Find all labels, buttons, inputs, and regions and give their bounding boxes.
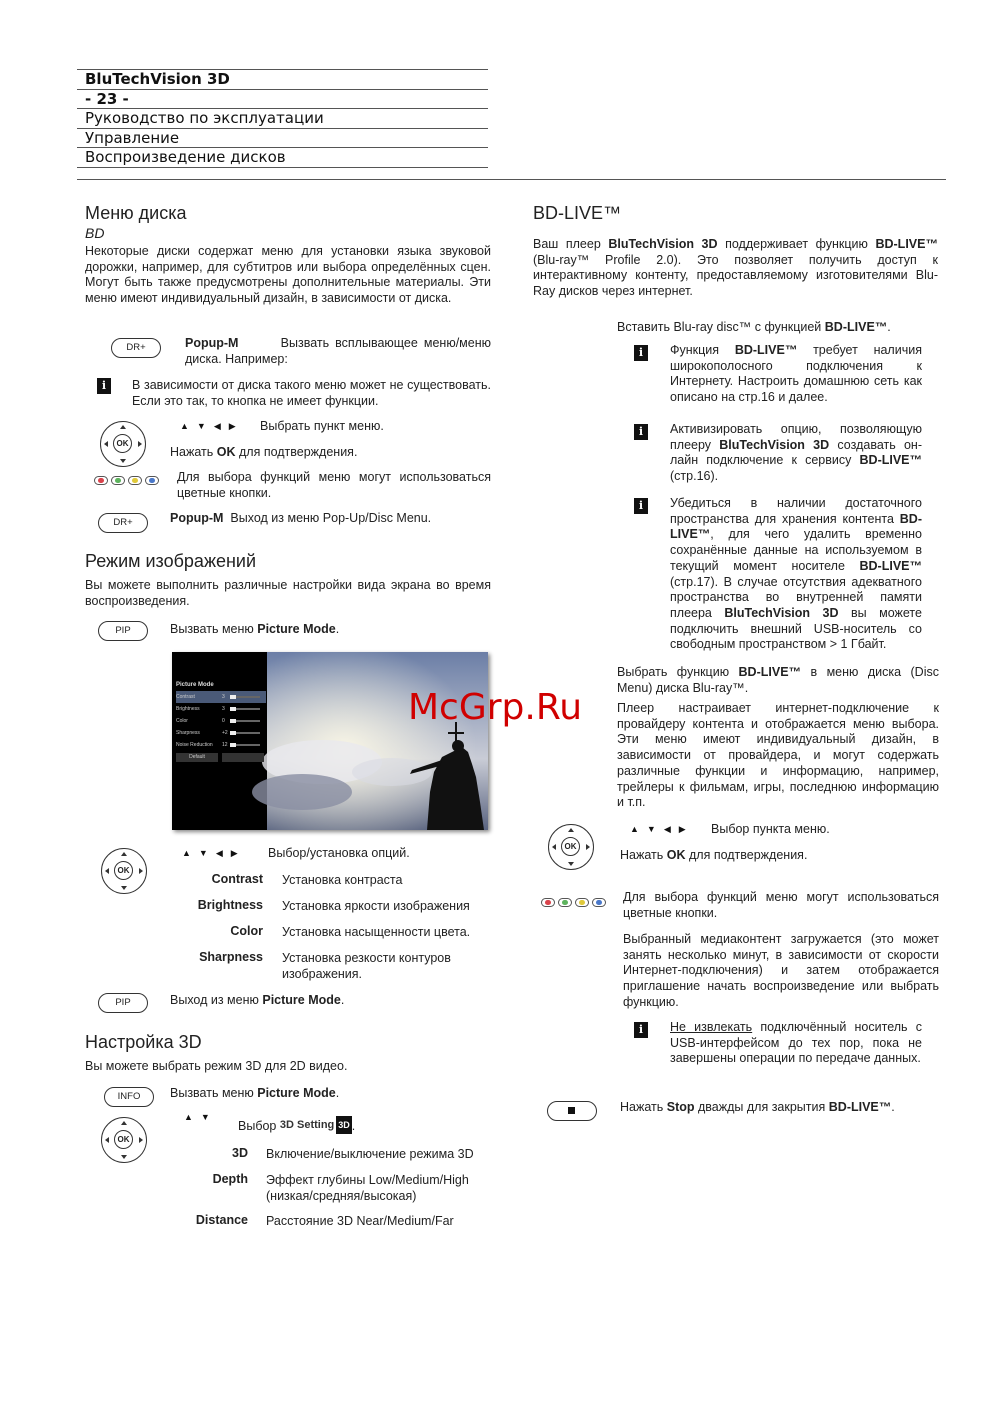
stop-button[interactable] (547, 1101, 597, 1121)
t: OK (666, 848, 686, 862)
info-icon: i (97, 378, 111, 394)
option-desc: Включение/выключение режима 3D (266, 1147, 474, 1161)
picture-mode-osd (176, 682, 266, 762)
t: . (891, 1100, 895, 1114)
osd-item-label: Contrast (176, 694, 195, 700)
bd-live-intro (533, 237, 938, 300)
badge-text: 3D Setting (279, 1119, 335, 1131)
picture-mode-exit: Выход из меню Picture Mode. (170, 993, 345, 1007)
t: BD-LIVE™ (828, 1100, 892, 1114)
ok-prefix: Нажать (170, 445, 214, 459)
info-icon: i (634, 424, 648, 440)
bd-live-color-text: Для выбора функций меню могут использоваться цветные кнопки. (623, 890, 939, 920)
t: Ваш плеер (533, 237, 601, 251)
option-term: Depth (212, 1172, 248, 1186)
bd-live-select-text: Выбор пункта меню. (711, 822, 830, 836)
setup-3d-title: Настройка 3D (85, 1032, 202, 1052)
t: Выбрать функцию (617, 665, 730, 679)
popup-exit-description (170, 510, 431, 526)
option-term: Contrast (211, 872, 263, 886)
osd-item[interactable] (176, 727, 266, 739)
setup-3d-call: Вызвать меню Picture Mode. (170, 1086, 340, 1100)
osd-default-button[interactable]: Default (176, 753, 218, 762)
osd-item-value: 12 (222, 742, 228, 748)
disc-select-text: Выбрать пункт меню. (260, 419, 384, 433)
t: Не извлекать (670, 1020, 753, 1034)
t: требует наличия широкополосного подключения к Интернету. Настроить домашнюю сеть как описано на стр.16 и далее. (670, 343, 922, 405)
option-desc: Эффект глубины Low/Medium/High (низкая/средняя/высокая) (266, 1173, 469, 1203)
option-desc: Установка резкости контуров изображения. (282, 951, 451, 981)
bd-live-note-2 (670, 422, 922, 485)
t: BluTechVision 3D (608, 237, 718, 251)
osd-item[interactable] (176, 715, 266, 727)
ok-navigation-icon[interactable]: OK (100, 421, 146, 467)
popup-exit-text: Выход из меню Pop-Up/Disc Menu. (230, 511, 432, 525)
t: Stop (666, 1100, 695, 1114)
setup-3d-intro: Вы можете выбрать режим 3D для 2D видео. (85, 1059, 348, 1073)
3d-setting-badge (280, 1116, 352, 1134)
option-desc: Установка яркости изображения (282, 899, 470, 913)
page-number: - 23 - (77, 90, 488, 110)
picture-mode-title: Режим изображений (85, 551, 257, 571)
color-buttons-icon[interactable] (94, 472, 162, 482)
color-buttons-icon[interactable] (541, 894, 609, 904)
disc-color-text: Для выбора функций меню могут использоваться цветные кнопки. (177, 470, 491, 500)
osd-item-label: Color (176, 718, 188, 724)
3d-icon: 3D (336, 1116, 352, 1134)
option-term: Sharpness (199, 950, 263, 964)
option-term: Color (230, 924, 263, 938)
ok-word: OK (216, 445, 236, 459)
disc-info-note: В зависимости от диска такого меню может не существовать. Если это так, то кнопка не имеет функции. (132, 378, 491, 408)
t: BD-LIVE™ (670, 511, 922, 542)
ok-navigation-icon[interactable]: OK (548, 824, 594, 870)
bd-live-title: BD-LIVE™ (533, 203, 622, 223)
subsection-title: Воспроизведение дисков (77, 148, 488, 168)
picture-mode-call: Вызвать меню Picture Mode. (170, 622, 340, 636)
osd-blank-button[interactable] (222, 753, 264, 762)
disc-menu-intro: Некоторые диски содержат меню для установки языка звуковой дорожки, например, для субтитров или выбора определённых сцен. Могут быть также предусмотрены дополнительные материалы. Эти меню имеют индивидуальный дизайн, в зависимости от диска. (85, 244, 491, 306)
t: BD-LIVE™ (734, 343, 798, 357)
bd-live-stop-text (620, 1099, 895, 1115)
t: Убедиться в наличии достаточного пространства для хранения контента (670, 496, 922, 526)
t: создавать он-лайн подключение к сервису (670, 437, 922, 468)
osd-item-label: Sharpness (176, 730, 200, 736)
t: BD-LIVE™ (824, 320, 888, 334)
document-header (77, 69, 488, 168)
setup-3d-select: Выбор 3D Setting 3D . (238, 1116, 355, 1134)
arrow-keys-icon: ▲▼◀▶ (180, 421, 244, 431)
bd-live-note-1 (670, 343, 922, 406)
ok-navigation-icon[interactable]: OK (101, 1117, 147, 1163)
t: . (887, 320, 891, 334)
pip-button[interactable]: PIP (98, 621, 148, 641)
t: Функция (670, 343, 720, 357)
bd-live-ok-text (620, 847, 807, 863)
option-term: Distance (195, 1213, 248, 1227)
picture-mode-screenshot (172, 652, 488, 830)
t: BD-LIVE™ (859, 558, 922, 573)
bd-live-choose (617, 665, 939, 696)
t: в меню диска (Disc Menu) диска Blu-ray™. (617, 665, 939, 695)
t: (стр.17). В случае отсутствия адекватного пространства во внутренней памяти плеера (670, 574, 922, 620)
bd-live-player-text: Плеер настраивает интернет-подключение к провайдеру контента и отображается меню выбора. Эти меню имеют индивидуальный дизайн, в зависимости от провайдера, и могут содержать различные функции и информацию, например, трейлеры к фильмам, игры, последнюю информацию и т.п. (617, 701, 939, 810)
call-bold: Picture Mode (257, 1086, 336, 1100)
option-desc: Установка контраста (282, 873, 403, 887)
t: BD-LIVE™ (875, 237, 938, 251)
ok-navigation-icon[interactable]: OK (101, 848, 147, 894)
osd-item-value: +2 (222, 730, 228, 736)
osd-item-label: Brightness (176, 706, 200, 712)
t: , для чего удалить временно сохранённые данные на используемом в текущий момент носителе (670, 527, 922, 573)
arrow-keys-icon: ▲▼◀▶ (182, 848, 246, 858)
osd-item[interactable] (176, 739, 266, 751)
ok-suffix: для подтверждения. (238, 445, 358, 459)
popup-description (185, 335, 491, 367)
osd-item[interactable] (176, 691, 266, 703)
t: Вставить Blu-ray disc™ с функцией (617, 320, 822, 334)
osd-item-label: Noise Reduction (176, 742, 213, 748)
header-rule (77, 179, 946, 180)
picture-mode-intro: Вы можете выполнить различные настройки вида экрана во время воспроизведения. (85, 578, 491, 608)
bd-live-loading-text: Выбранный медиаконтент загружается (это может занять несколько минут, в зависимости от скорости Интернет-подключения) и затем отображается приглашение начать воспроизведение или выбрать функцию. (623, 932, 939, 1009)
t: BD-LIVE™ (859, 453, 923, 468)
up-down-keys-icon: ▲▼ (184, 1112, 218, 1122)
section-title: Управление (77, 129, 488, 149)
exit-prefix: Выход из меню (170, 993, 259, 1007)
popup-label: Popup-M (185, 336, 239, 350)
manual-title: Руководство по эксплуатации (77, 109, 488, 129)
disc-menu-title: Меню диска (85, 203, 187, 223)
option-term: 3D (232, 1146, 248, 1160)
disc-ok-text (170, 444, 357, 460)
option-desc: Установка насыщенности цвета. (282, 925, 471, 939)
call-prefix: Вызвать меню (170, 1086, 254, 1100)
dr-plus-button[interactable]: DR+ (111, 338, 161, 358)
t: для подтверждения. (688, 848, 808, 862)
osd-item-value: 3 (222, 706, 225, 712)
bd-live-note-3 (670, 496, 922, 653)
dr-plus-exit-button[interactable]: DR+ (98, 513, 148, 533)
t: поддерживает функцию (725, 237, 868, 251)
popup-exit-label: Popup-M (170, 511, 224, 525)
exit-bold: Picture Mode (262, 993, 341, 1007)
osd-item[interactable] (176, 703, 266, 715)
bd-live-insert (617, 319, 891, 335)
option-term: Brightness (197, 898, 263, 912)
t: Нажать (620, 1100, 664, 1114)
popup-text: Вызвать всплывающее меню/меню диска. Например: (185, 336, 491, 366)
osd-item-value: 0 (222, 718, 225, 724)
t: (стр.16). (670, 469, 719, 484)
info-icon: i (634, 345, 648, 361)
t: BD-LIVE™ (738, 665, 802, 679)
select-prefix: Выбор (238, 1119, 277, 1133)
info-icon: i (634, 498, 648, 514)
picture-select-text: Выбор/установка опций. (268, 846, 410, 860)
product-name: BluTechVision 3D (77, 69, 488, 90)
osd-item-value: 3 (222, 694, 225, 700)
t: Нажать (620, 848, 664, 862)
t: дважды для закрытия (698, 1100, 826, 1114)
t: BluTechVision 3D (719, 437, 830, 452)
t: вы можете подключить внешний USB-носитель со свободным пространством > 1 Гбайт. (670, 605, 922, 652)
arrow-keys-icon: ▲▼◀▶ (630, 824, 694, 834)
t: (Blu-ray™ Profile 2.0). Это позволяет получить доступ к интерактивному контенту, предоставляемому изготовителями Blu-Ray дисков через интернет. (533, 252, 938, 299)
info-button[interactable]: INFO (104, 1087, 154, 1107)
disc-menu-tag: BD (85, 225, 105, 241)
info-icon: i (634, 1022, 648, 1038)
t: Активизировать опцию, позволяющую плееру (670, 422, 922, 452)
call-bold: Picture Mode (257, 622, 336, 636)
pip-exit-button[interactable]: PIP (98, 993, 148, 1013)
bd-live-note-4 (670, 1020, 922, 1067)
watermark: McGrp.Ru (408, 687, 583, 728)
t: BluTechVision 3D (724, 605, 839, 620)
osd-title: Picture Mode (176, 682, 214, 688)
t: подключённый носитель с USB-интерфейсом до тех пор, пока не завершены операции по передаче данных. (670, 1020, 922, 1066)
option-desc: Расстояние 3D Near/Medium/Far (266, 1214, 454, 1228)
call-prefix: Вызвать меню (170, 622, 254, 636)
